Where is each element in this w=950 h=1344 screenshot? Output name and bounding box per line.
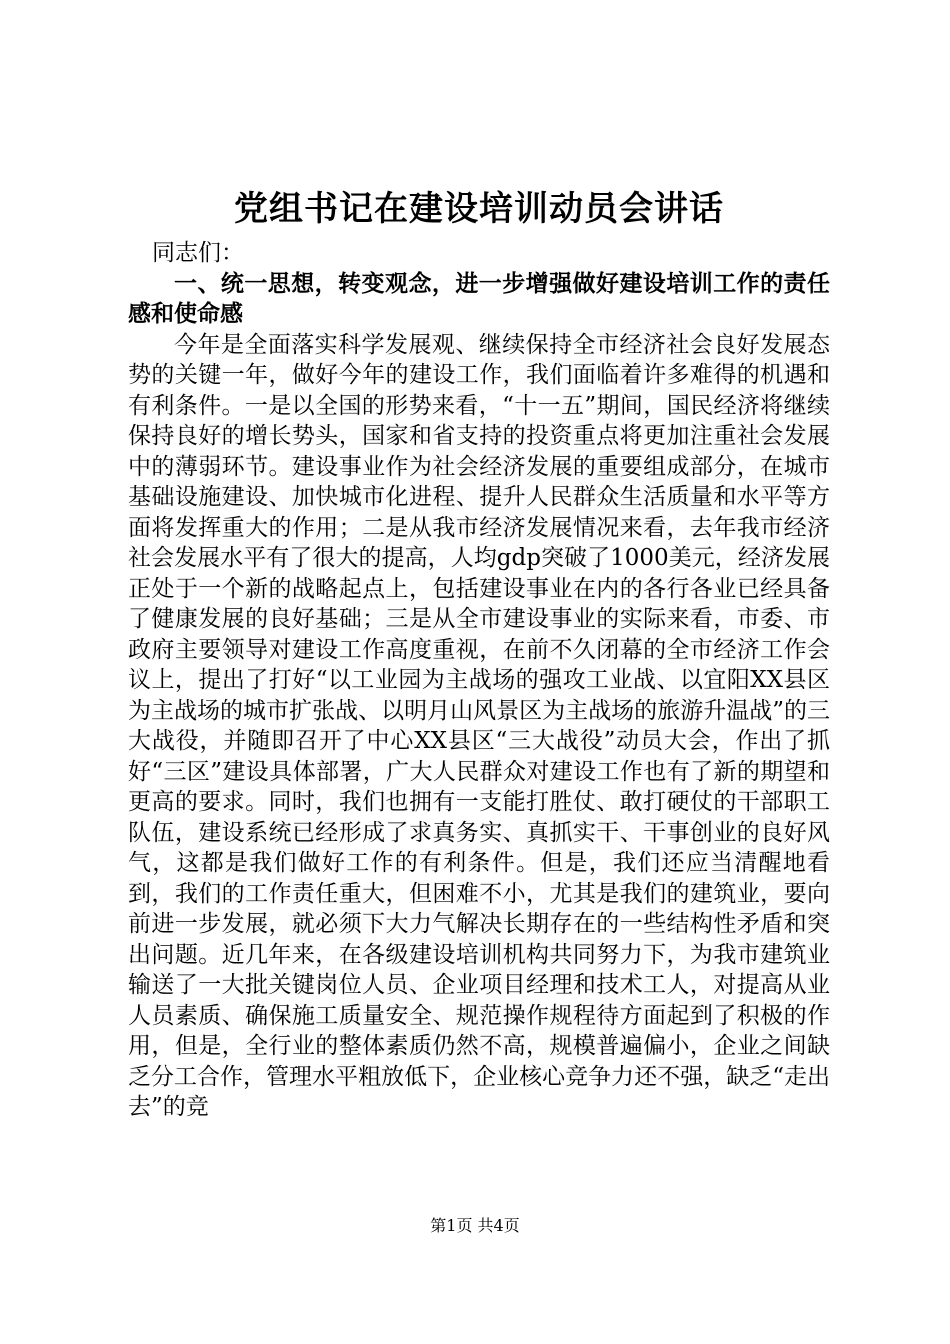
salutation: 同志们： [152,240,244,266]
section-heading: 一、统一思想，转变观念，进一步增强做好建设培训工作的责任感和使命感 [128,269,830,327]
document-title: 党组书记在建设培训动员会讲话 [234,189,724,229]
document-page [128,180,830,1123]
body-paragraph: 今年是全面落实科学发展观、继续保持全市经济社会良好发展态势的关键一年，做好今年的建设工作，我们面临着许多难得的机遇和有利条件。一是以全国的形势来看，“十一五”期间，国民经济将继续保持良好的增长势头，国家和省支持的投资重点将更加注重社会发展中的薄弱环节。建设事业作为社会经济发展的重要组成部分，在城市基础设施建设、加快城市化进程、提升人民群众生活质量和水平等方面将发挥重大的作用；二是从我市经济发展情况来看，去年我市经济社会发展水平有了很大的提高，人均gdp突破了1000美元，经济发展正处于一个新的战略起点上，包括建设事业在内的各行各业已经具备了健康发展的良好基础；三是从全市建设事业的实际来看，市委、市政府主要领导对建设工作高度重视，在前不久闭幕的全市经济工作会议上，提出了打好“以工业园为主战场的强攻工业战、以宜阳XX县区为主战场的城市扩张战、以明月山风景区为主战场的旅游升温战”的三大战役，并随即召开了中心XX县区“三大战役”动员大会，作出了抓好“三区”建设具体部署，广大人民群众对建设工作也有了新的期望和更高的要求。同时，我们也拥有一支能打胜仗、敢打硬仗的干部职工队伍，建设系统已经形成了求真务实、真抓实干、干事创业的良好风气，这都是我们做好工作的有利条件。但是，我们还应当清醒地看到，我们的工作责任重大，但困难不小，尤其是我们的建筑业，要向前进一步发展，就必须下大力气解决长期存在的一些结构性矛盾和突出问题。近几年来，在各级建设培训机构共同努力下，为我市建筑业输送了一大批关键岗位人员、企业项目经理和技术工人，对提高从业人员素质、确保施工质量安全、规范操作规程待方面起到了积极的作用，但是，全行业的整体素质仍然不高，规模普遍偏小，企业之间缺乏分工合作，管理水平粗放低下，企业核心竞争力还不强，缺乏“走出去”的竞 [128,331,830,1120]
page-footer: 第1页 共4页 [430,1216,520,1235]
